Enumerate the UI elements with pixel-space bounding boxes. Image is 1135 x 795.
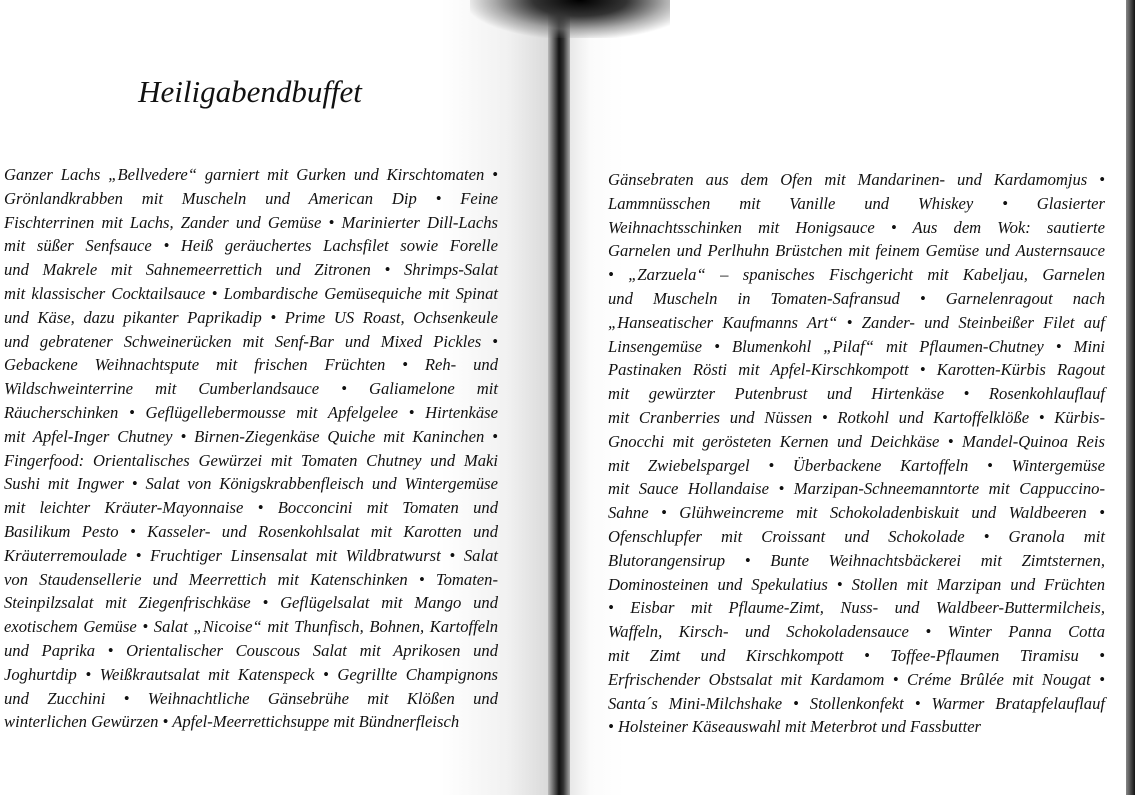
menu-text-line: Sushi mit Ingwer • Salat von Königskrabbenfleisch und Wintergemüse: [4, 474, 498, 494]
menu-text-line: Steinpilzsalat mit Ziegenfrischkäse • Geflügelsalat mit Mango und: [4, 593, 498, 613]
menu-text-line: Kräuterremoulade • Fruchtiger Linsensalat mit Wildbratwurst • Salat: [4, 545, 498, 565]
menu-text-line: mit gewürzter Putenbrust und Hirtenkäse • Rosenkohlauflauf: [608, 384, 1105, 404]
menu-text-line: Weihnachtsschinken mit Honigsauce • Aus dem Wok: sautierte: [608, 217, 1105, 237]
menu-text-line: exotischem Gemüse • Salat „Nicoise“ mit Thunfisch, Bohnen, Kartoffeln: [4, 617, 498, 637]
menu-text-line: Lammnüsschen mit Vanille und Whiskey • Glasierter: [608, 193, 1105, 213]
menu-text-line: von Staudensellerie und Meerrettich mit Katenschinken • Tomaten-: [4, 569, 498, 589]
menu-text-line: mit Cranberries und Nüssen • Rotkohl und Kartoffelklöße • Kürbis-: [608, 407, 1105, 427]
menu-text-line: Santa´s Mini-Milchshake • Stollenkonfekt • Warmer Bratapfelauflauf: [608, 693, 1105, 713]
menu-text-line: Pastinaken Rösti mit Apfel-Kirschkompott • Karotten-Kürbis Ragout: [608, 360, 1105, 380]
menu-text-line: „Hanseatischer Kaufmanns Art“ • Zander- und Steinbeißer Filet auf: [608, 312, 1105, 332]
menu-text-line: Erfrischender Obstsalat mit Kardamom • Créme Brûlée mit Nougat •: [608, 669, 1105, 689]
menu-text-line: • „Zarzuela“ – spanisches Fischgericht mit Kabeljau, Garnelen: [608, 265, 1105, 285]
menu-text-line: und Käse, dazu pikanter Paprikadip • Prime US Roast, Ochsenkeule: [4, 307, 498, 327]
menu-text-line: mit leichter Kräuter-Mayonnaise • Bocconcini mit Tomaten und: [4, 498, 498, 518]
menu-text-line: Gnocchi mit gerösteten Kernen und Deichkäse • Mandel-Quinoa Reis: [608, 431, 1105, 451]
menu-text-line: und Muscheln in Tomaten-Safransud • Garnelenragout nach: [608, 288, 1105, 308]
menu-text-line: Sahne • Glühweincreme mit Schokoladenbiskuit und Waldbeeren •: [608, 503, 1105, 523]
menu-text-line: Dominosteinen und Spekulatius • Stollen mit Marzipan und Früchten: [608, 574, 1105, 594]
menu-text-line: mit Zimt und Kirschkompott • Toffee-Pflaumen Tiramisu •: [608, 645, 1105, 665]
menu-column-left: [4, 163, 498, 734]
menu-text-line: Gebackene Weihnachtspute mit frischen Früchten • Reh- und: [4, 355, 498, 375]
scan-edge: [1126, 0, 1135, 795]
menu-text-line: und Paprika • Orientalischer Couscous Salat mit Aprikosen und: [4, 640, 498, 660]
menu-text-line: Grönlandkrabben mit Muscheln und American Dip • Feine: [4, 188, 498, 208]
menu-text-line: und gebratener Schweinerücken mit Senf-Bar und Mixed Pickles •: [4, 331, 498, 351]
scan-shadow: [470, 0, 670, 38]
menu-text-line: winterlichen Gewürzen • Apfel-Meerrettichsuppe mit Bündnerfleisch: [4, 712, 460, 732]
menu-text-line: Wildschweinterrine mit Cumberlandsauce • Galiamelone mit: [4, 379, 498, 399]
menu-text-line: • Eisbar mit Pflaume-Zimt, Nuss- und Waldbeer-Buttermilcheis,: [608, 598, 1105, 618]
menu-text-line: Ofenschlupfer mit Croissant und Schokolade • Granola mit: [608, 526, 1105, 546]
menu-text-line: und Makrele mit Sahnemeerrettich und Zitronen • Shrimps-Salat: [4, 260, 498, 280]
menu-text-line: Garnelen und Perlhuhn Brüstchen mit feinem Gemüse und Austernsauce: [608, 241, 1105, 261]
menu-text-line: mit süßer Senfsauce • Heiß geräuchertes Lachsfilet sowie Forelle: [4, 236, 498, 256]
menu-text-line: mit Zwiebelspargel • Überbackene Kartoffeln • Wintergemüse: [608, 455, 1105, 475]
menu-text-line: • Holsteiner Käseauswahl mit Meterbrot und Fassbutter: [608, 717, 982, 737]
menu-text-line: und Zucchini • Weihnachtliche Gänsebrühe mit Klößen und: [4, 688, 498, 708]
menu-text-line: mit klassischer Cocktailsauce • Lombardische Gemüsequiche mit Spinat: [4, 283, 498, 303]
menu-text-line: Joghurtdip • Weißkrautsalat mit Katenspeck • Gegrillte Champignons: [4, 664, 498, 684]
menu-text-line: Linsengemüse • Blumenkohl „Pilaf“ mit Pflaumen-Chutney • Mini: [608, 336, 1105, 356]
menu-text-line: Gänsebraten aus dem Ofen mit Mandarinen- und Kardamomjus •: [608, 170, 1105, 189]
menu-text-line: Basilikum Pesto • Kasseler- und Rosenkohlsalat mit Karotten und: [4, 521, 498, 541]
book-gutter: [548, 0, 570, 795]
menu-text-line: Waffeln, Kirsch- und Schokoladensauce • Winter Panna Cotta: [608, 622, 1105, 642]
menu-text-line: Fingerfood: Orientalisches Gewürzei mit Tomaten Chutney und Maki: [4, 450, 498, 470]
menu-text-line: Fischterrinen mit Lachs, Zander und Gemüse • Marinierter Dill-Lachs: [4, 212, 498, 232]
menu-text-line: Räucherschinken • Geflügellebermousse mit Apfelgelee • Hirtenkäse: [4, 402, 498, 422]
menu-text-line: Ganzer Lachs „Bellvedere“ garniert mit Gurken und Kirschtomaten •: [4, 165, 498, 184]
menu-text-line: mit Sauce Hollandaise • Marzipan-Schneemanntorte mit Cappuccino-: [608, 479, 1105, 499]
menu-text-line: mit Apfel-Inger Chutney • Birnen-Ziegenkäse Quiche mit Kaninchen •: [4, 426, 498, 446]
menu-text-line: Blutorangensirup • Bunte Weihnachtsbäckerei mit Zimtsternen,: [608, 550, 1105, 570]
menu-column-right: [608, 168, 1105, 739]
page-title: Heiligabendbuffet: [138, 74, 362, 109]
